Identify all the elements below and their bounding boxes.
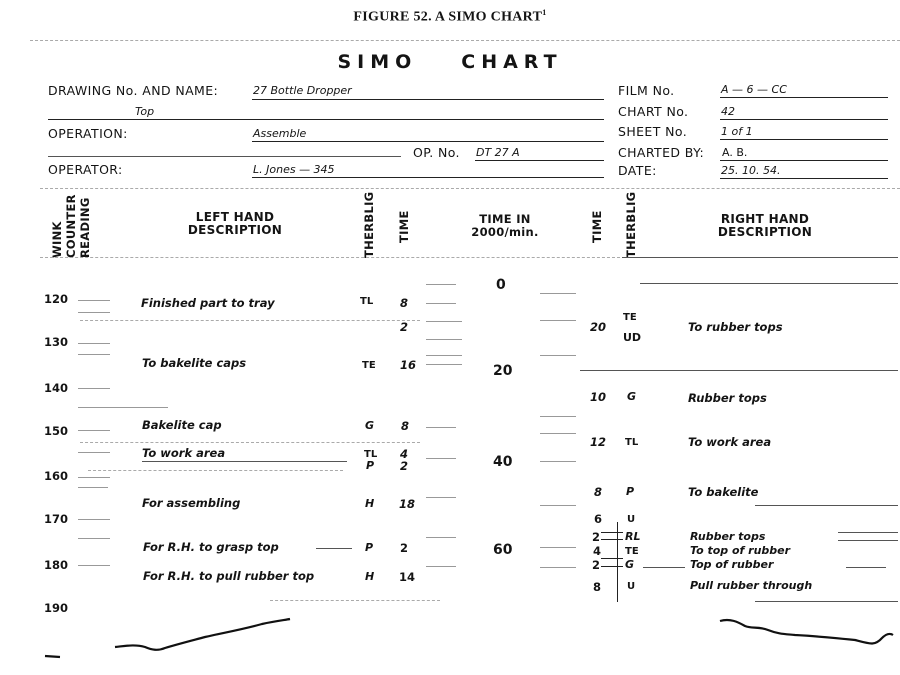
time-scale-mark: 20: [493, 363, 513, 379]
tick: [426, 458, 456, 459]
rh-time: 8: [593, 580, 602, 594]
col-wink-3: READING: [78, 197, 92, 258]
col-left-therblig: THERBLIG: [362, 191, 376, 258]
tick: [78, 487, 108, 488]
row-divider: [88, 470, 343, 471]
rh-time: 6: [594, 512, 603, 526]
tick: [426, 355, 462, 356]
lh-time: 4: [400, 447, 409, 461]
tick: [540, 461, 576, 462]
lh-time: 2: [400, 541, 409, 555]
tick: [540, 320, 576, 321]
date-label: DATE:: [618, 163, 657, 178]
col-left-desc: LEFT HAND DESCRIPTION: [187, 210, 283, 237]
lh-description: Finished part to tray: [141, 296, 275, 310]
lh-description: For R.H. to grasp top: [143, 540, 279, 554]
wink-reading: 140: [44, 381, 69, 395]
col-right-therblig: THERBLIG: [624, 191, 638, 258]
sheet-underline: [720, 139, 888, 140]
tick: [426, 339, 462, 340]
tick: [78, 519, 110, 520]
lh-therblig: TE: [362, 360, 376, 371]
tick: [426, 537, 456, 538]
rh-description: Pull rubber through: [690, 579, 813, 592]
tick: [540, 416, 576, 417]
divider: [622, 257, 898, 258]
lh-therblig: H: [365, 497, 375, 510]
rh-therblig: TL: [625, 437, 639, 448]
chart-no-underline: [720, 119, 888, 120]
col-left-time: TIME: [397, 210, 411, 243]
charted-by-label: CHARTED BY:: [618, 145, 705, 160]
rh-therblig: U: [627, 514, 636, 525]
rh-description: Rubber tops: [690, 530, 766, 543]
wink-reading: 160: [44, 469, 69, 483]
divider: [40, 257, 620, 258]
rh-time: 20: [590, 320, 607, 334]
operator-value: L. Jones — 345: [253, 163, 335, 176]
tick: [426, 497, 456, 498]
row-underline: [316, 548, 352, 549]
row-underline: [643, 567, 685, 568]
tick: [78, 300, 110, 301]
tick: [78, 430, 110, 431]
film-underline: [720, 97, 888, 98]
charted-by-underline: [720, 160, 888, 161]
operator-label: OPERATOR:: [48, 162, 123, 177]
lh-description: For R.H. to pull rubber top: [143, 569, 315, 583]
tick: [78, 538, 110, 539]
bracket-tick: [601, 558, 623, 559]
sheet-label: SHEET No.: [618, 124, 688, 139]
rh-time: 2: [592, 558, 601, 572]
torn-edge: [0, 600, 900, 675]
tick: [540, 567, 576, 568]
tick: [78, 452, 110, 453]
rh-therblig: TE: [625, 546, 639, 557]
chart-no-label: CHART No.: [618, 104, 689, 119]
rh-time: 12: [590, 435, 607, 449]
time-scale-mark: 0: [496, 277, 506, 293]
row-divider: [846, 567, 886, 568]
rh-description: To bakelite: [688, 485, 759, 499]
tick: [426, 364, 462, 365]
lh-therblig: TL: [360, 296, 374, 307]
tick: [540, 355, 576, 356]
rh-therblig: U: [627, 581, 636, 592]
lh-therblig: TL: [364, 449, 378, 460]
row-underline: [142, 461, 347, 462]
row-divider: [80, 320, 420, 321]
op-no-value: DT 27 A: [476, 146, 520, 159]
tick: [78, 388, 110, 389]
rh-description: To work area: [688, 435, 772, 449]
lh-description: To bakelite caps: [142, 356, 247, 370]
wink-reading: 120: [44, 292, 69, 306]
bracket-tick: [601, 566, 623, 567]
col-right-desc: RIGHT HAND DESCRIPTION: [717, 212, 813, 239]
rh-therblig: UD: [623, 331, 642, 344]
tick: [78, 343, 110, 344]
lh-therblig: P: [366, 459, 375, 472]
drawing-label: DRAWING No. AND NAME:: [48, 83, 219, 98]
rh-therblig: TE: [623, 312, 637, 323]
lh-time: 8: [400, 296, 409, 310]
bracket-tick: [601, 532, 623, 533]
row-divider: [838, 532, 898, 533]
lh-therblig: G: [365, 419, 375, 432]
tick: [78, 354, 110, 355]
date-underline: [720, 178, 888, 179]
row-divider: [838, 540, 898, 541]
rh-time: 2: [592, 530, 601, 544]
film-value: A — 6 — CC: [721, 83, 787, 96]
operator-underline: [252, 177, 604, 178]
wink-reading: 180: [44, 558, 69, 572]
row-divider: [580, 370, 898, 371]
tick: [426, 303, 456, 304]
bracket-line: [617, 522, 618, 602]
rh-description: To top of rubber: [690, 544, 791, 557]
wink-reading: 130: [44, 335, 69, 349]
lh-therblig: P: [365, 541, 374, 554]
rh-description: Top of rubber: [690, 558, 774, 571]
tick: [540, 293, 576, 294]
tick: [78, 407, 168, 408]
wink-reading: 190: [44, 601, 69, 615]
time-scale-mark: 60: [493, 542, 513, 558]
tick: [540, 547, 576, 548]
rh-therblig: RL: [625, 530, 641, 543]
wink-reading: 150: [44, 424, 69, 438]
row-divider: [755, 505, 898, 506]
blank-line: [48, 156, 401, 157]
charted-by-value: A. B.: [722, 146, 748, 159]
op-no-label: OP. No.: [413, 145, 460, 160]
tick: [426, 427, 456, 428]
rh-time: 4: [593, 544, 602, 558]
drawing-line2-underline: [48, 119, 604, 120]
lh-description: For assembling: [142, 496, 241, 510]
chart-title: SIMO CHART: [337, 51, 563, 73]
divider: [30, 40, 900, 41]
film-label: FILM No.: [618, 83, 675, 98]
rh-therblig: G: [625, 558, 635, 571]
rh-time: 10: [590, 390, 607, 404]
col-right-time: TIME: [590, 210, 604, 243]
row-divider: [80, 442, 420, 443]
time-scale-mark: 40: [493, 454, 513, 470]
tick: [426, 321, 462, 322]
rh-description: Rubber tops: [688, 391, 767, 405]
rh-therblig: G: [627, 390, 637, 403]
lh-description: Bakelite cap: [142, 418, 222, 432]
wink-reading: 170: [44, 512, 69, 526]
figure-caption: FIGURE 52. A SIMO CHART$^1$: [353, 8, 547, 25]
tick: [78, 565, 110, 566]
tick: [540, 433, 576, 434]
drawing-underline: [252, 99, 604, 100]
lh-time: 16: [400, 358, 417, 372]
lh-therblig: H: [365, 570, 375, 583]
op-no-underline: [475, 160, 604, 161]
tick: [78, 312, 110, 313]
bracket-tick: [601, 539, 623, 540]
lh-time: 18: [399, 497, 416, 511]
operation-underline: [252, 141, 604, 142]
lh-time: 14: [399, 570, 416, 584]
operation-value: Assemble: [253, 127, 307, 140]
rh-description: To rubber tops: [688, 320, 783, 334]
rh-time: 8: [594, 485, 603, 499]
rh-therblig: P: [626, 485, 635, 498]
tick: [426, 284, 456, 285]
drawing-value-line2: Top: [135, 105, 155, 118]
divider: [40, 188, 900, 189]
drawing-value: 27 Bottle Dropper: [253, 84, 352, 97]
chart-no-value: 42: [721, 105, 735, 118]
lh-time: 2: [400, 320, 409, 334]
col-wink-1: WINK: [50, 221, 64, 258]
tick: [426, 566, 456, 567]
col-time-scale: TIME IN 2000/min.: [471, 212, 539, 239]
lh-time: 2: [400, 459, 409, 473]
operation-label: OPERATION:: [48, 126, 128, 141]
row-divider: [640, 283, 898, 284]
lh-description: To work area: [142, 446, 226, 460]
lh-time: 8: [401, 419, 410, 433]
tick: [78, 477, 110, 478]
col-wink-2: COUNTER: [64, 194, 78, 258]
tick: [540, 505, 576, 506]
date-value: 25. 10. 54.: [721, 164, 781, 177]
sheet-value: 1 of 1: [721, 125, 753, 138]
